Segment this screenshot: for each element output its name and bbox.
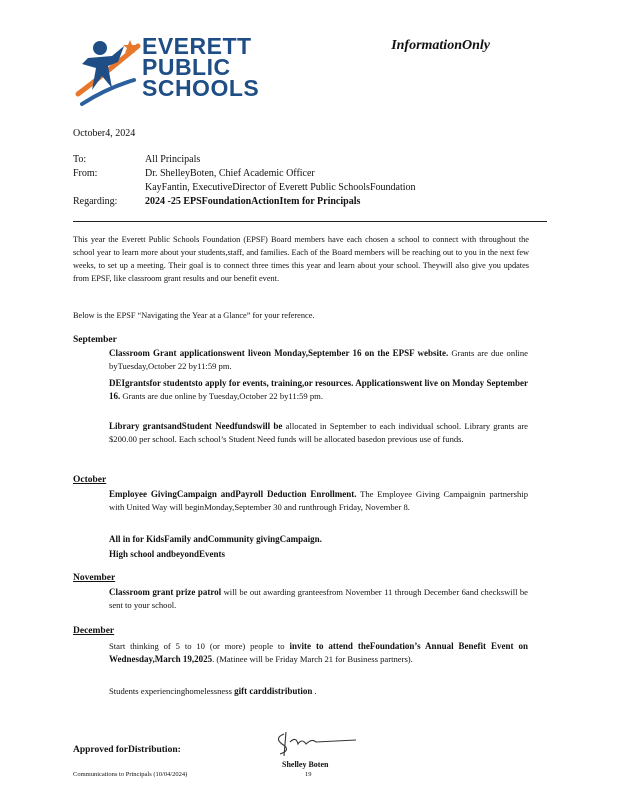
information-only-label: InformationOnly	[391, 38, 490, 53]
footer-note: Communications to Principals (10/04/2024)	[73, 771, 188, 778]
intro-paragraph: This year the Everett Public Schools Foundation (EPSF) Board members have each chosen a school to connect with throughout the school year to learn more about your students,staff, and families. Each of the Board members will be reaching out to you in the next few weeks, to set up a meeting. Their goal is to connect three times this year and learn about your school. Theywill also give you updates from EPSF, like classroom grant results and our benefit event.	[73, 235, 529, 283]
district-logo	[72, 33, 262, 110]
page-number: 19	[305, 771, 312, 778]
section-november-heading: November	[73, 573, 116, 583]
section-september-heading: September	[73, 335, 117, 345]
signature-icon	[272, 728, 362, 760]
memo-divider	[73, 221, 547, 222]
list-item: Employee GivingCampaign andPayroll Deduction Enrollment. The Employee Giving Campaignin partnership with United Way will beginMonday,September 30 and runthrough Friday, November 8.	[109, 489, 528, 512]
list-item: Classroom Grant applicationswent liveon Monday,September 16 on the EPSF website. Grants are due online byTuesday,October 22 by11:59 pm.	[109, 348, 529, 371]
approved-for-distribution: Approved forDistribution:	[73, 745, 181, 755]
logo-wordmark: EVERETT PUBLIC SCHOOLS	[142, 33, 260, 101]
signer-name: Shelley Boten	[282, 760, 329, 769]
logo-figure-icon	[72, 36, 142, 110]
memo-date: October4, 2024	[73, 128, 136, 139]
reference-line: Below is the EPSF “Navigating the Year at a Glance” for your reference.	[73, 311, 315, 320]
list-item: Start thinking of 5 to 10 (or more) people to invite to attend theFoundation’s Annual Benefit Event on Wednesday,March 19,2025. (Matinee will be Friday March 21 for Business partners).	[109, 641, 528, 664]
list-item: Classroom grant prize patrol will be out awarding granteesfrom November 11 through December 6and checkswill be sent to your school.	[109, 587, 528, 610]
section-october-heading: October	[73, 475, 107, 485]
list-item: Library grantsandStudent Needfundswill be allocated in September to each individual school. Library grants are $200.00 per school. Each school’s Student Need funds will be allocated basedon previous use of funds.	[109, 421, 528, 444]
section-december-heading: December	[73, 626, 115, 636]
list-item: DEIgrantsfor studentsto apply for events, training,or resources. Applicationswent live on Monday September 16. Grants are due online by Tuesday,October 22 by11:59 pm.	[109, 378, 528, 401]
